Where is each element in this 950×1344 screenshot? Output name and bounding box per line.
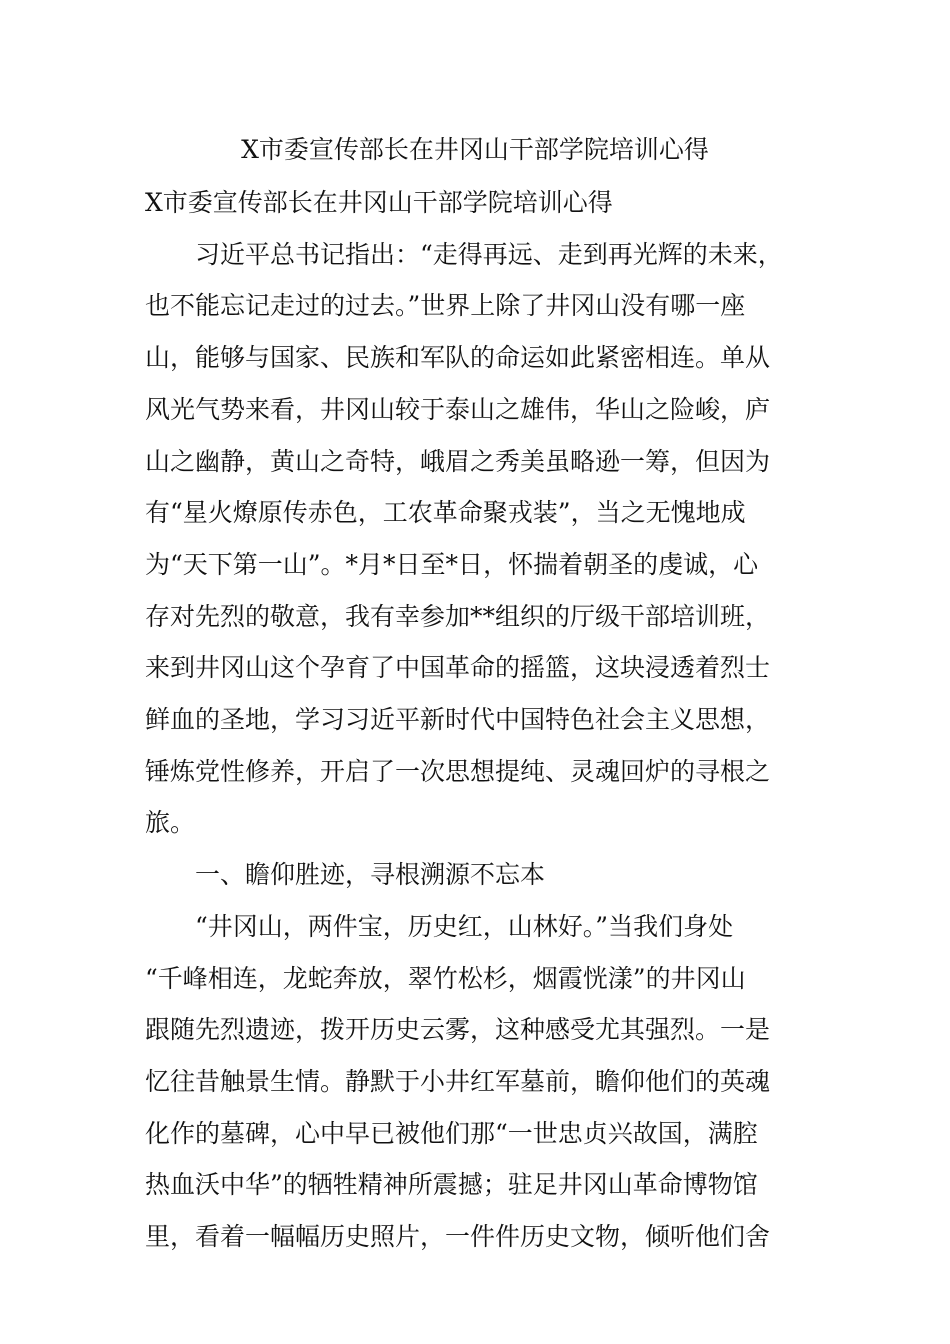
text-line: 锤炼党性修养，开启了一次思想提纯、灵魂回炉的寻根之 xyxy=(145,756,771,786)
text-line: 有“星火燎原传赤色，工农革命聚戎装”，当之无愧地成 xyxy=(145,498,746,528)
text-line: 里，看着一幅幅历史照片，一件件历史文物，倾听他们舍 xyxy=(145,1222,771,1252)
text-line: “千峰相连，龙蛇奔放，翠竹松杉，烟霞恍漾”的井冈山 xyxy=(145,963,746,993)
text-line: 也不能忘记走过的过去。”世界上除了井冈山没有哪一座 xyxy=(145,291,746,321)
text-line: 来到井冈山这个孕育了中国革命的摇篮，这块浸透着烈士 xyxy=(145,653,771,683)
text-line: 存对先烈的敬意，我有幸参加**组织的厅级干部培训班， xyxy=(145,601,771,631)
text-line: 忆往昔触景生情。静默于小井红军墓前，瞻仰他们的英魂 xyxy=(145,1066,771,1096)
document-body xyxy=(145,177,809,1263)
text-line: 热血沃中华”的牺牲精神所震撼；驻足井冈山革命博物馆 xyxy=(145,1170,758,1200)
text-line: 化作的墓碑，心中早已被他们那“一世忠贞兴故国，满腔 xyxy=(145,1118,758,1148)
text-line: 山之幽静，黄山之奇特，峨眉之秀美虽略逊一筹，但因为 xyxy=(145,446,771,476)
section-heading: 一、瞻仰胜迹，寻根溯源不忘本 xyxy=(145,860,546,890)
text-line: 旅。 xyxy=(145,808,196,838)
document-title: X市委宣传部长在井冈山干部学院培训心得 xyxy=(241,135,709,164)
text-line: 风光气势来看，井冈山较于泰山之雄伟，华山之险峻，庐 xyxy=(145,394,771,424)
text-line: 为“天下第一山”。*月*日至*日，怀揣着朝圣的虔诚，心 xyxy=(145,549,759,579)
text-line: 鲜血的圣地，学习习近平新时代中国特色社会主义思想， xyxy=(145,705,771,735)
text-line: 习近平总书记指出：“走得再远、走到再光辉的未来， xyxy=(145,239,783,269)
text-line: 跟随先烈遗迹，拨开历史云雾，这种感受尤其强烈。一是 xyxy=(145,1015,771,1045)
subtitle-line: X市委宣传部长在井冈山干部学院培训心得 xyxy=(145,188,613,217)
text-line: “井冈山，两件宝，历史红，山林好。”当我们身处 xyxy=(145,911,734,941)
text-line: 山，能够与国家、民族和军队的命运如此紧密相连。单从 xyxy=(145,343,771,373)
